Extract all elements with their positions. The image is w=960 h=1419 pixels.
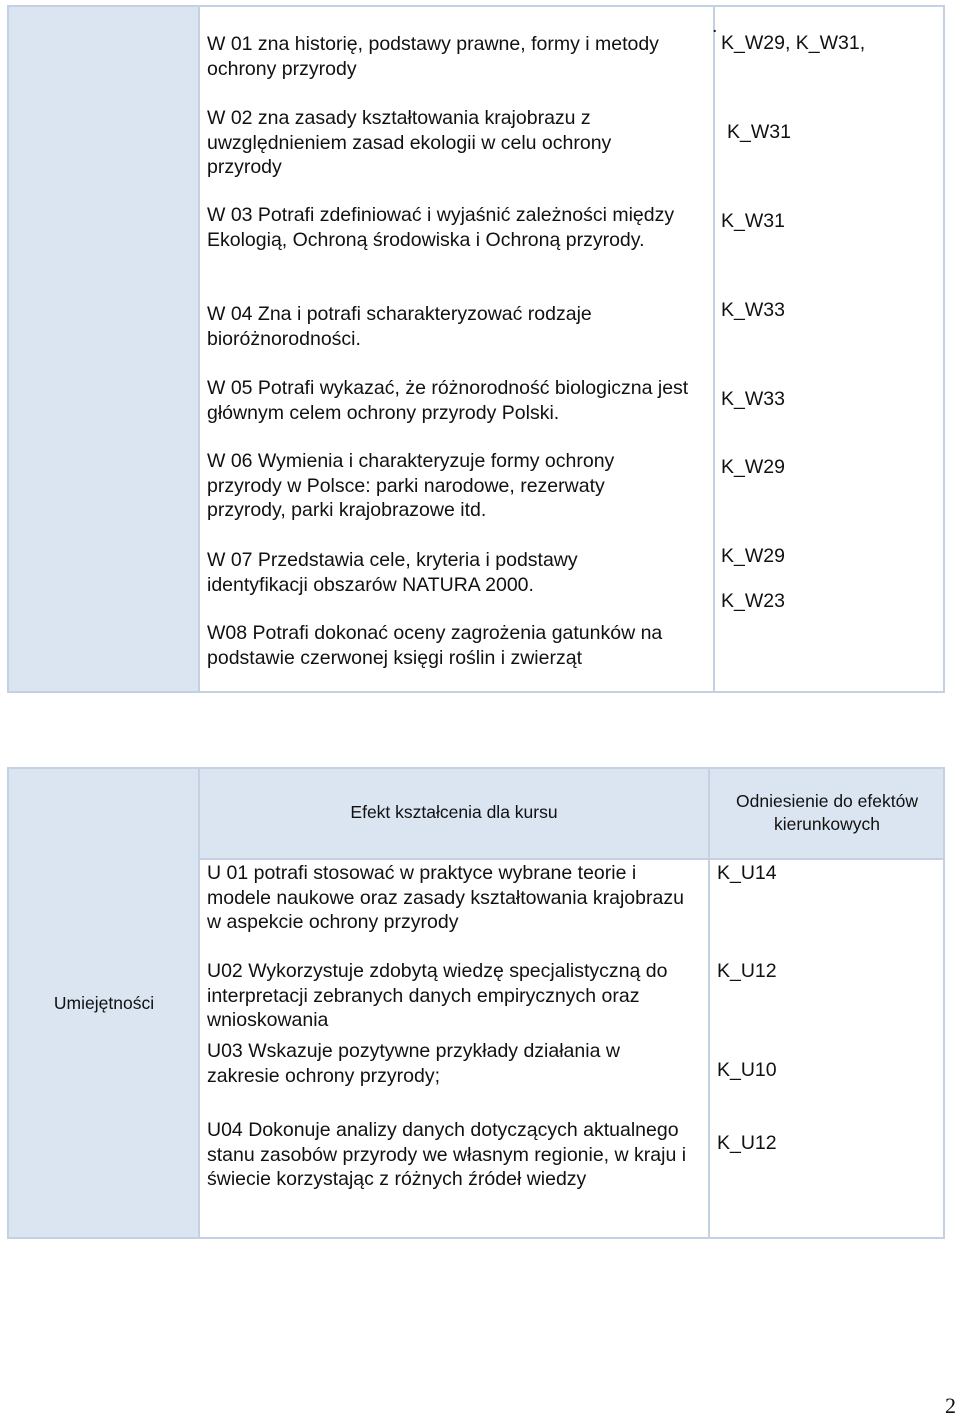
reference-code: K_W29 (721, 456, 785, 478)
learning-outcome-w08: W08 Potrafi dokonać oceny zagrożenia gatunków na podstawie czerwonej księgi roślin i zwierząt (207, 622, 663, 669)
reference-code: K_U10 (717, 1059, 777, 1081)
page-number: 2 (945, 1393, 956, 1418)
reference-code: K_W33 (721, 299, 785, 321)
learning-outcome-w01: W 01 zna historię, podstawy prawne, formy i metody ochrony przyrody (207, 33, 659, 80)
learning-outcome-w02: W 02 zna zasady kształtowania krajobrazu z uwzględnieniem zasad ekologii w celu ochrony przyrody (207, 107, 612, 178)
reference-code: K_W29, K_W31, (721, 32, 866, 54)
reference-code: K_W31 (721, 210, 785, 232)
reference-code: K_U12 (717, 960, 777, 982)
reference-code: K_W29 (721, 545, 785, 567)
learning-outcome-u01: U 01 potrafi stosować w praktyce wybrane teorie i modele naukowe oraz zasady kształtowania krajobrazu w aspekcie ochrony przyrody (207, 862, 684, 933)
learning-outcome-u04: U04 Dokonuje analizy danych dotyczących aktualnego stanu zasobów przyrody we własnym regionie, w kraju i świecie korzystając z różnych źródeł wiedzy (207, 1119, 687, 1190)
learning-outcome-w04: W 04 Zna i potrafi scharakteryzować rodzaje bioróżnorodności. (207, 303, 592, 350)
learning-outcome-w06: W 06 Wymienia i charakteryzuje formy ochrony przyrody w Polsce: parki narodowe, rezerwaty przyrody, parki krajobrazowe itd. (207, 450, 615, 521)
column-header-reference: Odniesienie do efektów kierunkowych (736, 791, 918, 834)
learning-outcome-w05: W 05 Potrafi wykazać, że różnorodność biologiczna jest głównym celem ochrony przyrody Polski. (207, 377, 689, 424)
learning-outcome-w07: W 07 Przedstawia cele, kryteria i podstawy identyfikacji obszarów NATURA 2000. (207, 549, 578, 596)
learning-outcome-u02: U02 Wykorzystuje zdobytą wiedzę specjalistyczną do interpretacji zebranych danych empirycznych oraz wnioskowania (207, 960, 668, 1031)
reference-code: K_U14 (717, 862, 777, 884)
reference-code: . (712, 15, 718, 37)
reference-code: K_W31 (727, 121, 791, 143)
learning-outcome-u03: U03 Wskazuje pozytywne przykłady działania w zakresie ochrony przyrody; (207, 1040, 620, 1087)
category-column (7, 5, 199, 693)
reference-code: K_W33 (721, 388, 785, 410)
category-label: Umiejętności (53, 993, 155, 1013)
learning-outcome-w03: W 03 Potrafi zdefiniować i wyjaśnić zależności między Ekologią, Ochroną środowiska i Ochroną przyrody. (207, 204, 675, 251)
reference-code: K_U12 (717, 1132, 777, 1154)
reference-code: K_W23 (721, 590, 785, 612)
column-header-effect: Efekt kształcenia dla kursu (350, 802, 558, 822)
